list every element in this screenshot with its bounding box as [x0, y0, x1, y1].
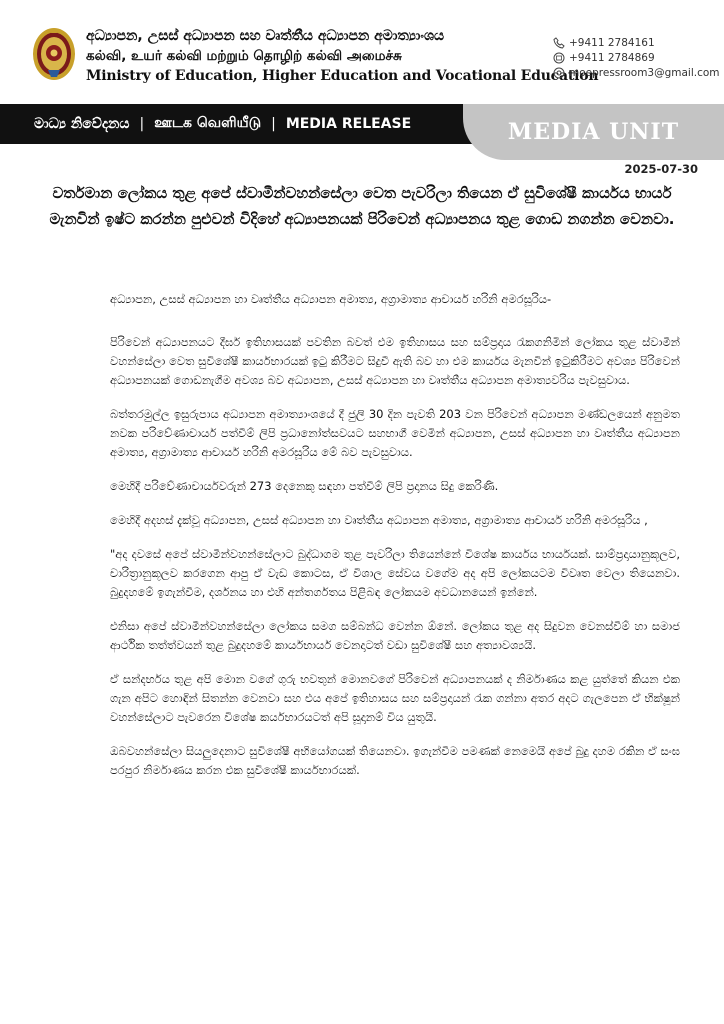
media-release-banner — [0, 104, 724, 164]
ministry-name-english: Ministry of Education, Higher Education and Vocational Education — [86, 68, 599, 84]
media-unit-label: MEDIA UNIT — [507, 119, 680, 145]
email-icon — [553, 67, 565, 79]
phone-number: +9411 2784161 — [569, 36, 655, 49]
release-body — [110, 290, 680, 795]
paragraph: පිරිවෙන් අධ්‍යාපනයට දීර්ඝ ඉතිහාසයක් පවතින බවත් එම ඉතිහාසය සහ සම්ප්‍රදාය රැකගනිමින් ලෝකය තුළ ස්වාමීන් වහන්සේලා වෙත සුවිශේෂී කාර්යභාරයක් ඉටු කිරීමට සිදුවී ඇති බව හා එම කාර්යය මැනවින් ඉටුකිරීමට අවශ්‍ය පිරිවෙන් අධ්‍යාපනයක් ගොඩනැගීම අවශ්‍ය බව අධ්‍යාපන, උසස් අධ්‍යාපන හා වෘත්තීය අධ්‍යාපන අමාත්‍යවරිය පැවසුවාය. — [110, 335, 680, 387]
banner-label-tamil: ஊடக வெளியீடு — [154, 115, 262, 131]
quote-paragraph: "අද දවසේ අපේ ස්වාමීන්වහන්සේලාට බුද්ධාගම තුළ පැවරිලා තියෙන්නේ විශේෂ කාර්යය භාර්යයක්. සාම්ප්‍රදායානුකූලව, චාරිත්‍රානුකූලව කරගෙන ආපු ඒ වැඩ කොටස, ඒ විශාල සේවය වගේම අද අපි ලෝකයටම විවෘත වෙලා තියෙනවා. බුදුදහමේ ඉගැන්වීම, දර්ශනය හා එහි අන්තර්ගතය පිළිබඳ ලෝකයම අවධානයෙන් ඉන්නේ. — [110, 547, 680, 599]
ministry-name-sinhala: අධ්‍යාපන, උසස් අධ්‍යාපන සහ වෘත්තීය අධ්‍යාපන අමාත්‍යාංශය — [86, 28, 445, 44]
sri-lanka-emblem-icon — [30, 22, 78, 82]
banner-label-english: MEDIA RELEASE — [285, 116, 412, 132]
email-contact — [553, 65, 720, 80]
paragraph: ඔබවහන්සේලා සියලුදෙනාට සුවිශේෂී අභියෝගයක් තියෙනවා. ඉගැන්වීම පමණක් නෙමෙයි අපේ බුදු දහම රකින ඒ සංඝ පරපුර නිර්මාණය කරන එක සුවිශේෂී කාර්යභාරයක්. — [110, 744, 680, 777]
banner-label-sinhala: මාධ්‍ය නිවේදනය — [34, 116, 130, 132]
fax-icon — [553, 52, 565, 64]
contact-details — [553, 35, 720, 80]
ministry-name-tamil: கல்வி, உயர் கல்வி மற்றும் தொழிற் கல்வி அமைச்சு — [86, 48, 402, 64]
banner-separator: | — [139, 116, 145, 132]
paragraph: එනිසා අපේ ස්වාමීන්වහන්සේලා ලෝකය සමග සම්බන්ධ වෙන්න ඕනේ. ලෝකය තුළ අද සිදුවන වෙනස්වීම් හා සමාජ ආර්ථික තත්ත්වයන් තුළ බුදුදහමේ කාර්යභාර්ය වෙනදාටත් වඩා සුවිශේෂී සහ අත්‍යාවශ්‍යයි. — [110, 619, 680, 652]
email-address: moepressroom3@gmail.com — [569, 66, 720, 79]
banner-labels — [34, 104, 411, 144]
media-unit-tab — [463, 104, 724, 160]
letterhead — [0, 0, 724, 100]
phone-contact — [553, 35, 720, 50]
headline: වර්තමාන ලෝකය තුළ අපේ ස්වාමීන්වහන්සේලා වෙත පැවරිලා තියෙන ඒ සුවිශේෂී කාර්යය භාර්ය මැනවින් ඉෂ්ට කරන්න පුළුවන් විදිහේ අධ්‍යාපනයක් පිරිවෙන් අධ්‍යාපනය තුළ ගොඩ නගන්න වෙනවා. — [49, 184, 675, 228]
ministry-name — [86, 26, 599, 86]
paragraph: මෙහිදී පරිවේණාචාර්යවරුන් 273 දෙනෙකු සඳහා පත්වීම් ලිපි ප්‍රදානය සිදු කෙරිණි. — [110, 479, 499, 493]
phone-icon — [553, 37, 565, 49]
fax-contact — [553, 50, 720, 65]
paragraph: අධ්‍යාපන, උසස් අධ්‍යාපන හා වෘත්තීය අධ්‍යාපන අමාත්‍ය, අග්‍රාමාත්‍ය ආචාර්ය හරිනි අමරසූරිය- — [110, 292, 552, 306]
paragraph: මෙහිදී අදහස් දැක්වූ අධ්‍යාපන, උසස් අධ්‍යාපන හා වෘත්තීය අධ්‍යාපන අමාත්‍ය, අග්‍රාමාත්‍ය ආචාර්ය හරිනි අමරසූරිය , — [110, 513, 648, 527]
fax-number: +9411 2784869 — [569, 51, 655, 64]
paragraph: ඒ සන්දර්භය තුළ අපි මොන වගේ ගුරු භවතුන් මොනවගේ පිරිවෙන් අධ්‍යාපනයක් ද නිර්මාණය කළ යුත්තේ කියන එක ගැන අපිට හොඳින් සිතන්න වෙනවා සහ එය අපේ ඉතිහාසය සහ සම්ප්‍රදායන් රැක ගන්නා අතර අදට ගැලපෙන ඒ භික්ෂූන් වහන්සේලාට පැවරෙන විශේෂ කර්යභාරයටත් අපි සූදානම් විය යුතුයි. — [110, 672, 680, 724]
paragraph: බත්තරමුල්ල ඉසුරුපාය අධ්‍යාපන අමාත්‍යාංශයේ දී ජුලි 30 දින පැවති 203 වන පිරිවෙන් අධ්‍යාපන මණ්ඩලයෙන් අනුමත නවක පරිවේණාචාර්ය පත්වීම් ලිපි ප්‍රධානෝත්සවයට සහභාගී වෙමින් අධ්‍යාපන, උසස් අධ්‍යාපන හා වෘත්තීය අධ්‍යාපන අමාත්‍ය, අග්‍රාමාත්‍ය ආචාර්ය හරිනි අමරසූරිය මේ බව පැවසුවාය. — [110, 407, 680, 459]
release-date: 2025-07-30 — [624, 162, 698, 176]
banner-separator: | — [271, 116, 276, 132]
